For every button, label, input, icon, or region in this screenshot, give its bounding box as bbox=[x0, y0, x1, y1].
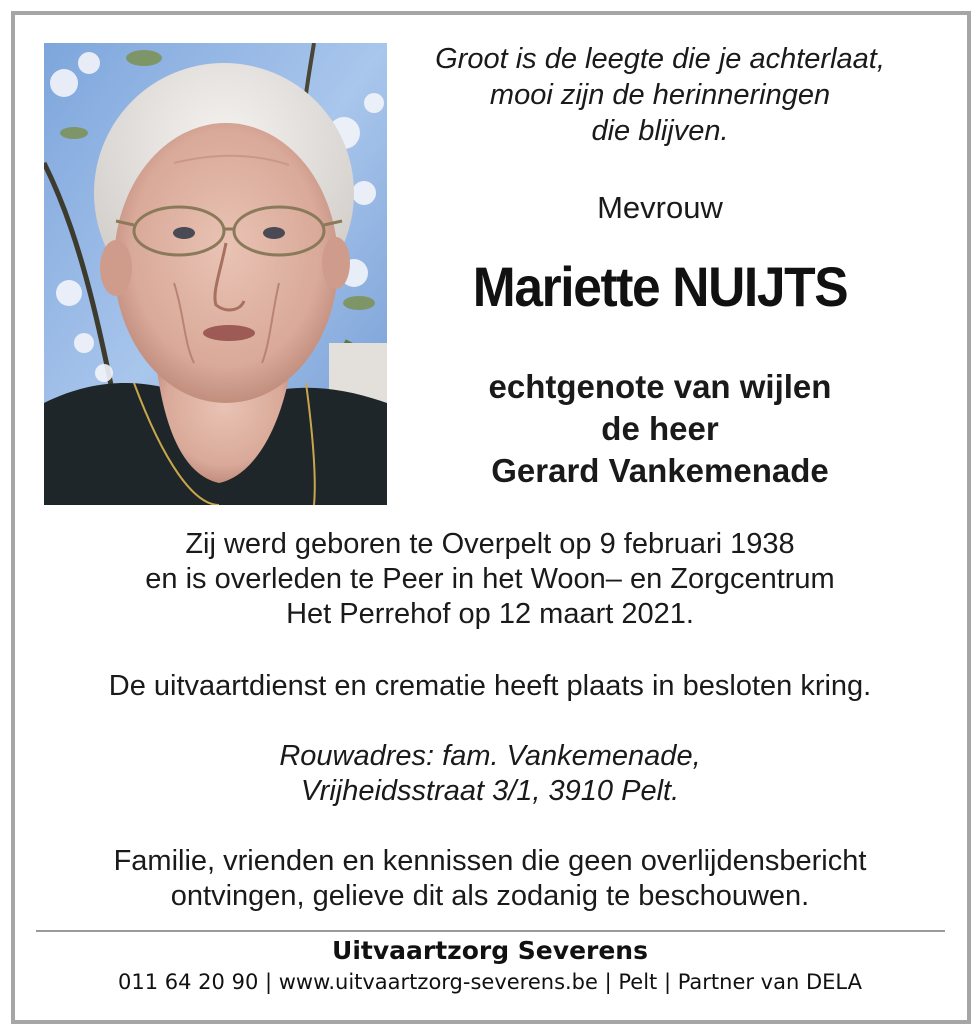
address-line-1: Rouwadres: fam. Vankemenade, bbox=[279, 740, 701, 772]
birth-death-info bbox=[15, 527, 965, 632]
funeral-home-name: Uitvaartzorg Severens bbox=[332, 936, 648, 965]
deceased-name: Mariette NUIJTS bbox=[472, 255, 848, 318]
funeral-home-contact: 011 64 20 90 | www.uitvaartzorg-severens.be | Pelt | Partner van DELA bbox=[118, 970, 862, 994]
family-note bbox=[15, 844, 965, 914]
address-line-2: Vrijheidsstraat 3/1, 3910 Pelt. bbox=[300, 775, 680, 807]
portrait-photo bbox=[44, 43, 387, 505]
spouse-info bbox=[400, 366, 920, 492]
birth-line-1: Zij werd geboren te Overpelt op 9 februari 1938 bbox=[185, 528, 795, 560]
memorial-quote bbox=[400, 41, 920, 149]
spouse-line-3: Gerard Vankemenade bbox=[491, 452, 829, 489]
mourning-address bbox=[15, 739, 965, 809]
family-line-1: Familie, vrienden en kennissen die geen overlijdensbericht bbox=[113, 845, 867, 877]
spouse-line-1: echtgenote van wijlen bbox=[488, 368, 832, 405]
birth-line-2: en is overleden te Peer in het Woon– en Zorgcentrum bbox=[145, 563, 835, 595]
birth-line-3: Het Perrehof op 12 maart 2021. bbox=[286, 598, 694, 630]
quote-line-3: die blijven. bbox=[591, 115, 729, 147]
portrait-image bbox=[44, 43, 387, 505]
quote-line-1: Groot is de leegte die je achterlaat, bbox=[435, 43, 885, 75]
family-line-2: ontvingen, gelieve dit als zodanig te beschouwen. bbox=[170, 880, 810, 912]
service-info: De uitvaartdienst en crematie heeft plaats in besloten kring. bbox=[108, 670, 872, 702]
honorific-title: Mevrouw bbox=[597, 190, 723, 225]
spouse-line-2: de heer bbox=[601, 410, 719, 447]
footer-divider bbox=[36, 930, 945, 932]
quote-line-2: mooi zijn de herinneringen bbox=[489, 79, 831, 111]
